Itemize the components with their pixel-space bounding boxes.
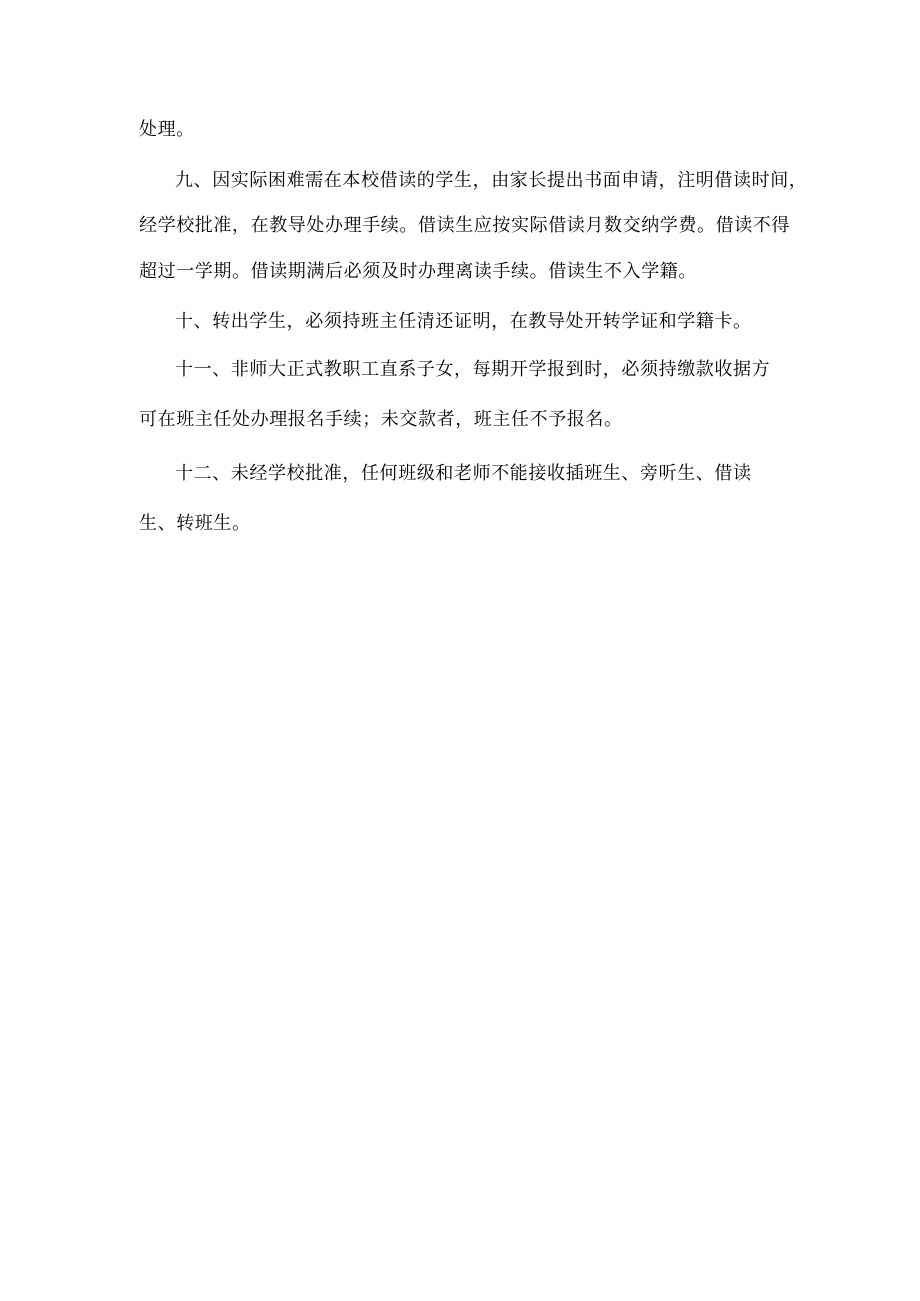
clause-10-line-1: 十、转出学生，必须持班主任清还证明，在教导处开转学证和学籍卡。: [175, 311, 752, 332]
paragraph-continuation-line: 处理。: [139, 119, 195, 140]
clause-11-line-2: 可在班主任处办理报名手续；未交款者，班主任不予报名。: [139, 409, 623, 430]
clause-12-line-1: 十二、未经学校批准，任何班级和老师不能接收插班生、旁听生、借读: [175, 463, 752, 484]
clause-9-line-2: 经学校批准，在教导处办理手续。借读生应按实际借读月数交纳学费。借读不得: [139, 215, 790, 236]
clause-9-line-3: 超过一学期。借读期满后必须及时办理离读手续。借读生不入学籍。: [139, 261, 697, 282]
clause-9-line-1: 九、因实际困难需在本校借读的学生，由家长提出书面申请，注明借读时间，: [175, 170, 808, 191]
clause-11-line-1: 十一、非师大正式教职工直系子女，每期开学报到时，必须持缴款收据方: [175, 359, 771, 380]
clause-12-line-2: 生、转班生。: [139, 513, 251, 534]
